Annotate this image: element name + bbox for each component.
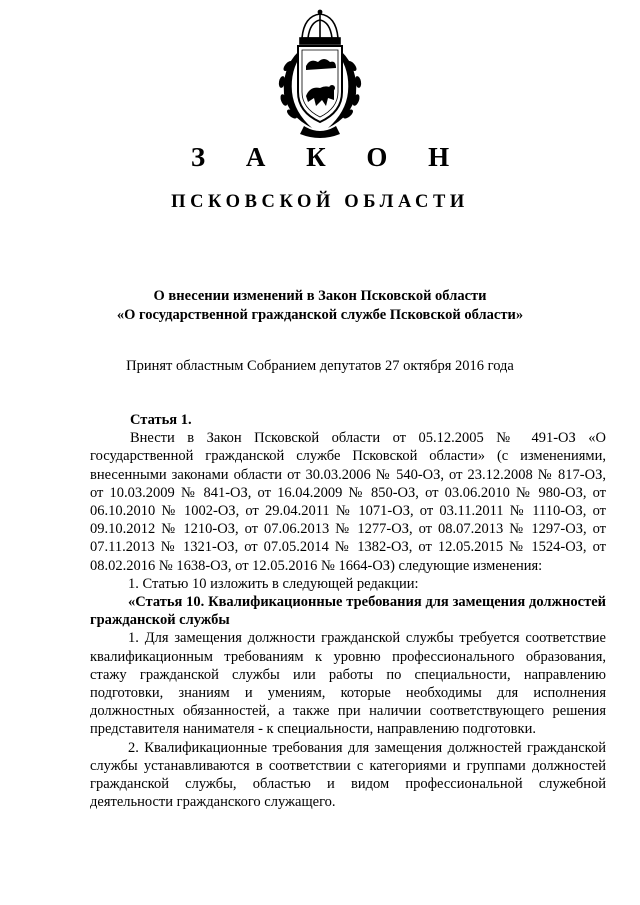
- article10-title: «Статья 10. Квалификационные требования для замещения должностей гражданской службы: [90, 594, 606, 629]
- law-heading-line1: О внесении изменений в Закон Псковской области: [153, 288, 487, 304]
- article1-title: Статья 1.: [130, 412, 192, 428]
- article1-text: Внести в Закон Псковской области от 05.12.2005 № 491-ОЗ «О государственной гражданской службе Псковской области» (с изменениями, внесенными законами области от 30.03.2006 № 540-ОЗ, от 23.12.2008 № 817-ОЗ, от 10.03.2009 № 841-ОЗ, от 16.04.2009 № 850-ОЗ, от 03.06.2010 № 980-ОЗ, от 06.10.2010 № 1002-ОЗ, от 29.04.2011 № 1071-ОЗ, от 03.11.2011 № 1110-ОЗ, от 09.10.2012 № 1210-ОЗ, от 07.06.2013 № 1277-ОЗ, от 08.07.2013 № 1297-ОЗ, от 07.11.2013 № 1321-ОЗ, от 07.05.2014 № 1382-ОЗ, от 12.05.2015 № 1524-ОЗ, от 08.02.2016 № 1638-ОЗ, от 12.05.2016 № 1664-ОЗ) следующие изменения:: [90, 430, 606, 574]
- region-title: ПСКОВСКОЙ ОБЛАСТИ: [171, 192, 469, 212]
- article10-paragraph1: 1. Для замещения должности гражданской службы требуется соответствие квалификационным требованиям к уровню профессионального образования, стажу гражданской службы или работы по специальности, направлению подготовки, знаниям и умениям, которые необходимы для исполнения должностных обязанностей, а также при наличии соответствующего решения представителя нанимателя - к специальности, направлению подготовки.: [90, 630, 606, 738]
- coat-of-arms-emblem: [268, 8, 372, 138]
- law-heading-line2: «О государственной гражданской службе Псковской области»: [116, 307, 524, 323]
- article10-paragraph2: 2. Квалификационные требования для замещения должностей гражданской службы устанавливаются в соответствии с категориями и группами должностей гражданской службы, областью и видом профессиональной служебной деятельности гражданского служащего.: [90, 739, 606, 811]
- law-heading: [0, 287, 640, 325]
- item1-text: 1. Статью 10 изложить в следующей редакции:: [128, 575, 419, 592]
- law-title: З А К О Н: [190, 142, 467, 172]
- law-body: [90, 411, 606, 811]
- adoption-date: Принят областным Собранием депутатов 27 октября 2016 года: [126, 358, 514, 374]
